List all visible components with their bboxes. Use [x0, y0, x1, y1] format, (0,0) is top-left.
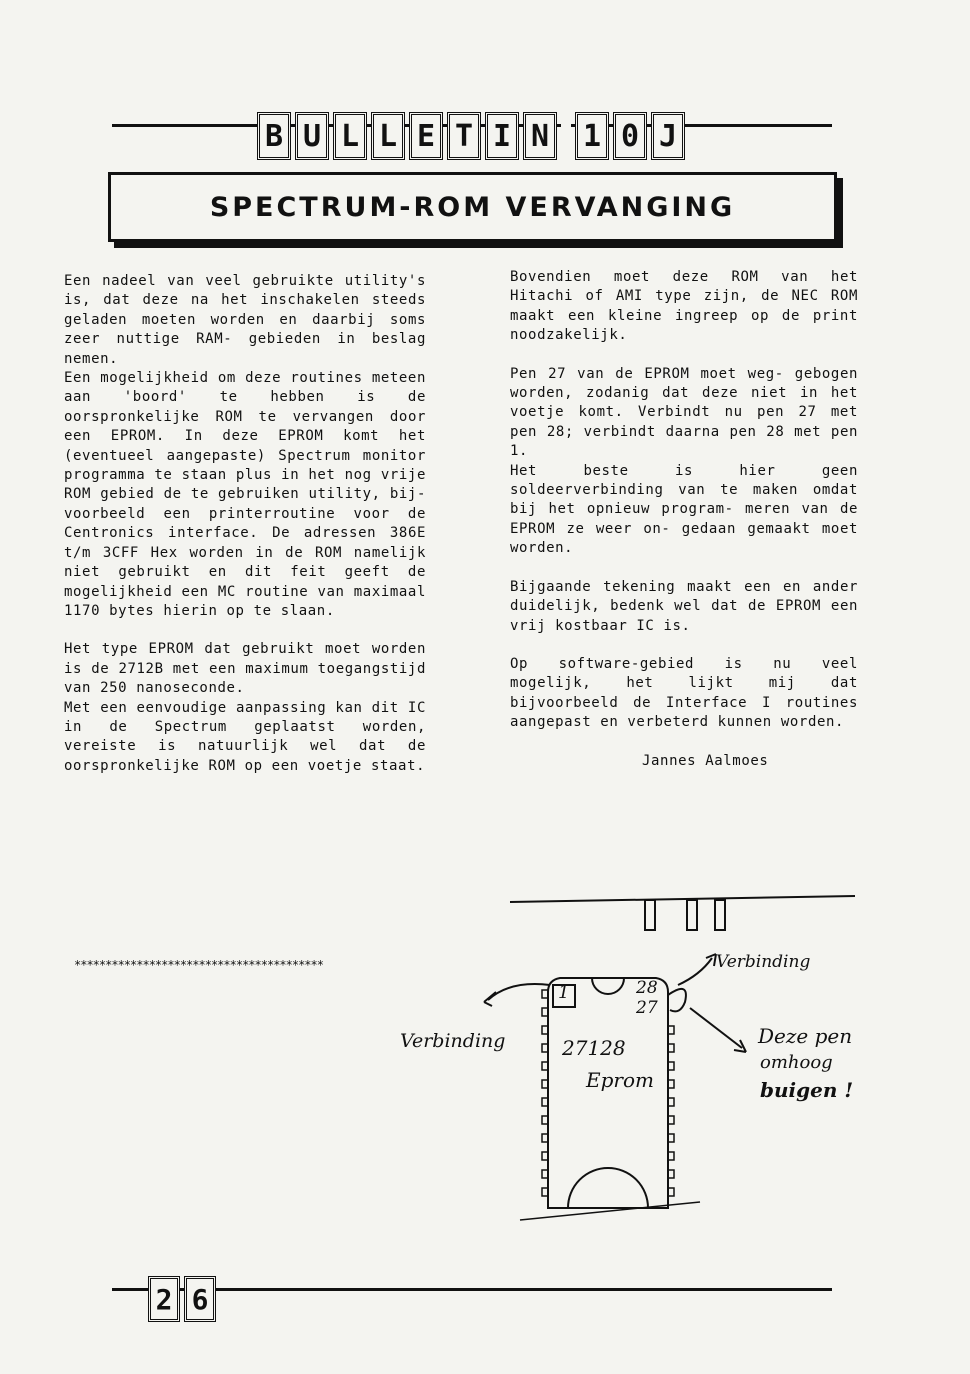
pin-28-label: 28 [636, 978, 658, 998]
bulletin-letter: N [523, 112, 557, 160]
page-number [148, 1276, 216, 1322]
left-column [64, 272, 426, 776]
paragraph: Op software-gebied is nu veel mogelijk, het lijkt mij dat bijvoorbeeld de Interface I routines aangepast en verbeterd kunnen worden. [510, 655, 858, 731]
bulletin-letter: U [295, 112, 329, 160]
bulletin-letter: I [485, 112, 519, 160]
right-column [510, 268, 858, 771]
label-verbinding-left: Verbinding [400, 1030, 506, 1052]
bulletin-letter: B [257, 112, 291, 160]
footer-rule [112, 1288, 832, 1291]
paragraph: Een nadeel van veel gebruikte utility's is, dat deze na het inschakelen steeds geladen moeten worden en daarbij soms zeer nuttige RAM- gebieden in beslag nemen. [64, 273, 426, 367]
paragraph: Pen 27 van de EPROM moet weg- gebogen worden, zodanig dat deze niet in het voetje komt. Verbindt nu pen 27 met pen 28; verbindt daarna pen 28 met pen 1. [510, 365, 858, 460]
star-separator: **************************************** [74, 958, 323, 972]
bulletin-letter: E [409, 112, 443, 160]
page-digit: 6 [184, 1276, 216, 1322]
pin-1-label: 1 [558, 982, 570, 1003]
bulletin-label [257, 112, 685, 160]
label-omhoog: omhoog [760, 1052, 833, 1073]
author-name: Jannes Aalmoes [642, 752, 769, 769]
chip-name-label: Eprom [586, 1068, 654, 1092]
paragraph: Bovendien moet deze ROM van het Hitachi of AMI type zijn, de NEC ROM maakt een kleine ingreep op de print noodzakelijk. [510, 269, 858, 344]
pin-27-label: 27 [636, 998, 658, 1018]
paragraph: Een mogelijkheid om deze routines meteen aan 'boord' te hebben is de oorspronkelijke ROM te vervangen door een EPROM. In deze EPROM komt het (eventueel aangepaste) Spectrum monitor programma te staan plus in het nog vrije ROM gebied de te gebruiken utility, bij- voorbeeld een printerroutine voor de Centronics interface. De adressen 386E t/m 3CFF Hex worden in de ROM namelijk niet gebruikt en dit feit geeft de mogelijkheid een MC routine van maximaal 1170 bytes hierin op te slaan. [64, 370, 426, 619]
label-deze-pen: Deze pen [758, 1024, 853, 1048]
label-verbinding-top: Verbinding [716, 952, 811, 972]
bulletin-number: 0 [613, 112, 647, 160]
chip-type-label: 27128 [562, 1036, 626, 1060]
article-title-box [108, 172, 837, 242]
bulletin-letter: L [371, 112, 405, 160]
page-digit: 2 [148, 1276, 180, 1322]
paragraph: Met een eenvoudige aanpassing kan dit IC in de Spectrum geplaatst worden, vereiste is natuurlijk wel dat de oorspronkelijke ROM op een voetje staat. [64, 699, 426, 774]
bulletin-number: J [651, 112, 685, 160]
paragraph: Het beste is hier geen soldeerverbinding van te maken omdat bij het opnieuw program- meren van de EPROM ze weer on- gedaan gemaakt moet worden. [510, 462, 858, 557]
label-buigen: buigen ! [760, 1078, 854, 1102]
paragraph: Bijgaande tekening maakt een en ander duidelijk, bedenk wel dat de EPROM een vrij kostbaar IC is. [510, 578, 858, 634]
bulletin-letter: L [333, 112, 367, 160]
bulletin-letter: T [447, 112, 481, 160]
bulletin-number: 1 [575, 112, 609, 160]
paragraph: Het type EPROM dat gebruikt moet worden is de 2712B met een maximum toegangstijd van 250 nanoseconde. [64, 641, 426, 697]
bulletin-spacer [561, 112, 571, 154]
article-title: SPECTRUM-ROM VERVANGING [209, 191, 736, 223]
